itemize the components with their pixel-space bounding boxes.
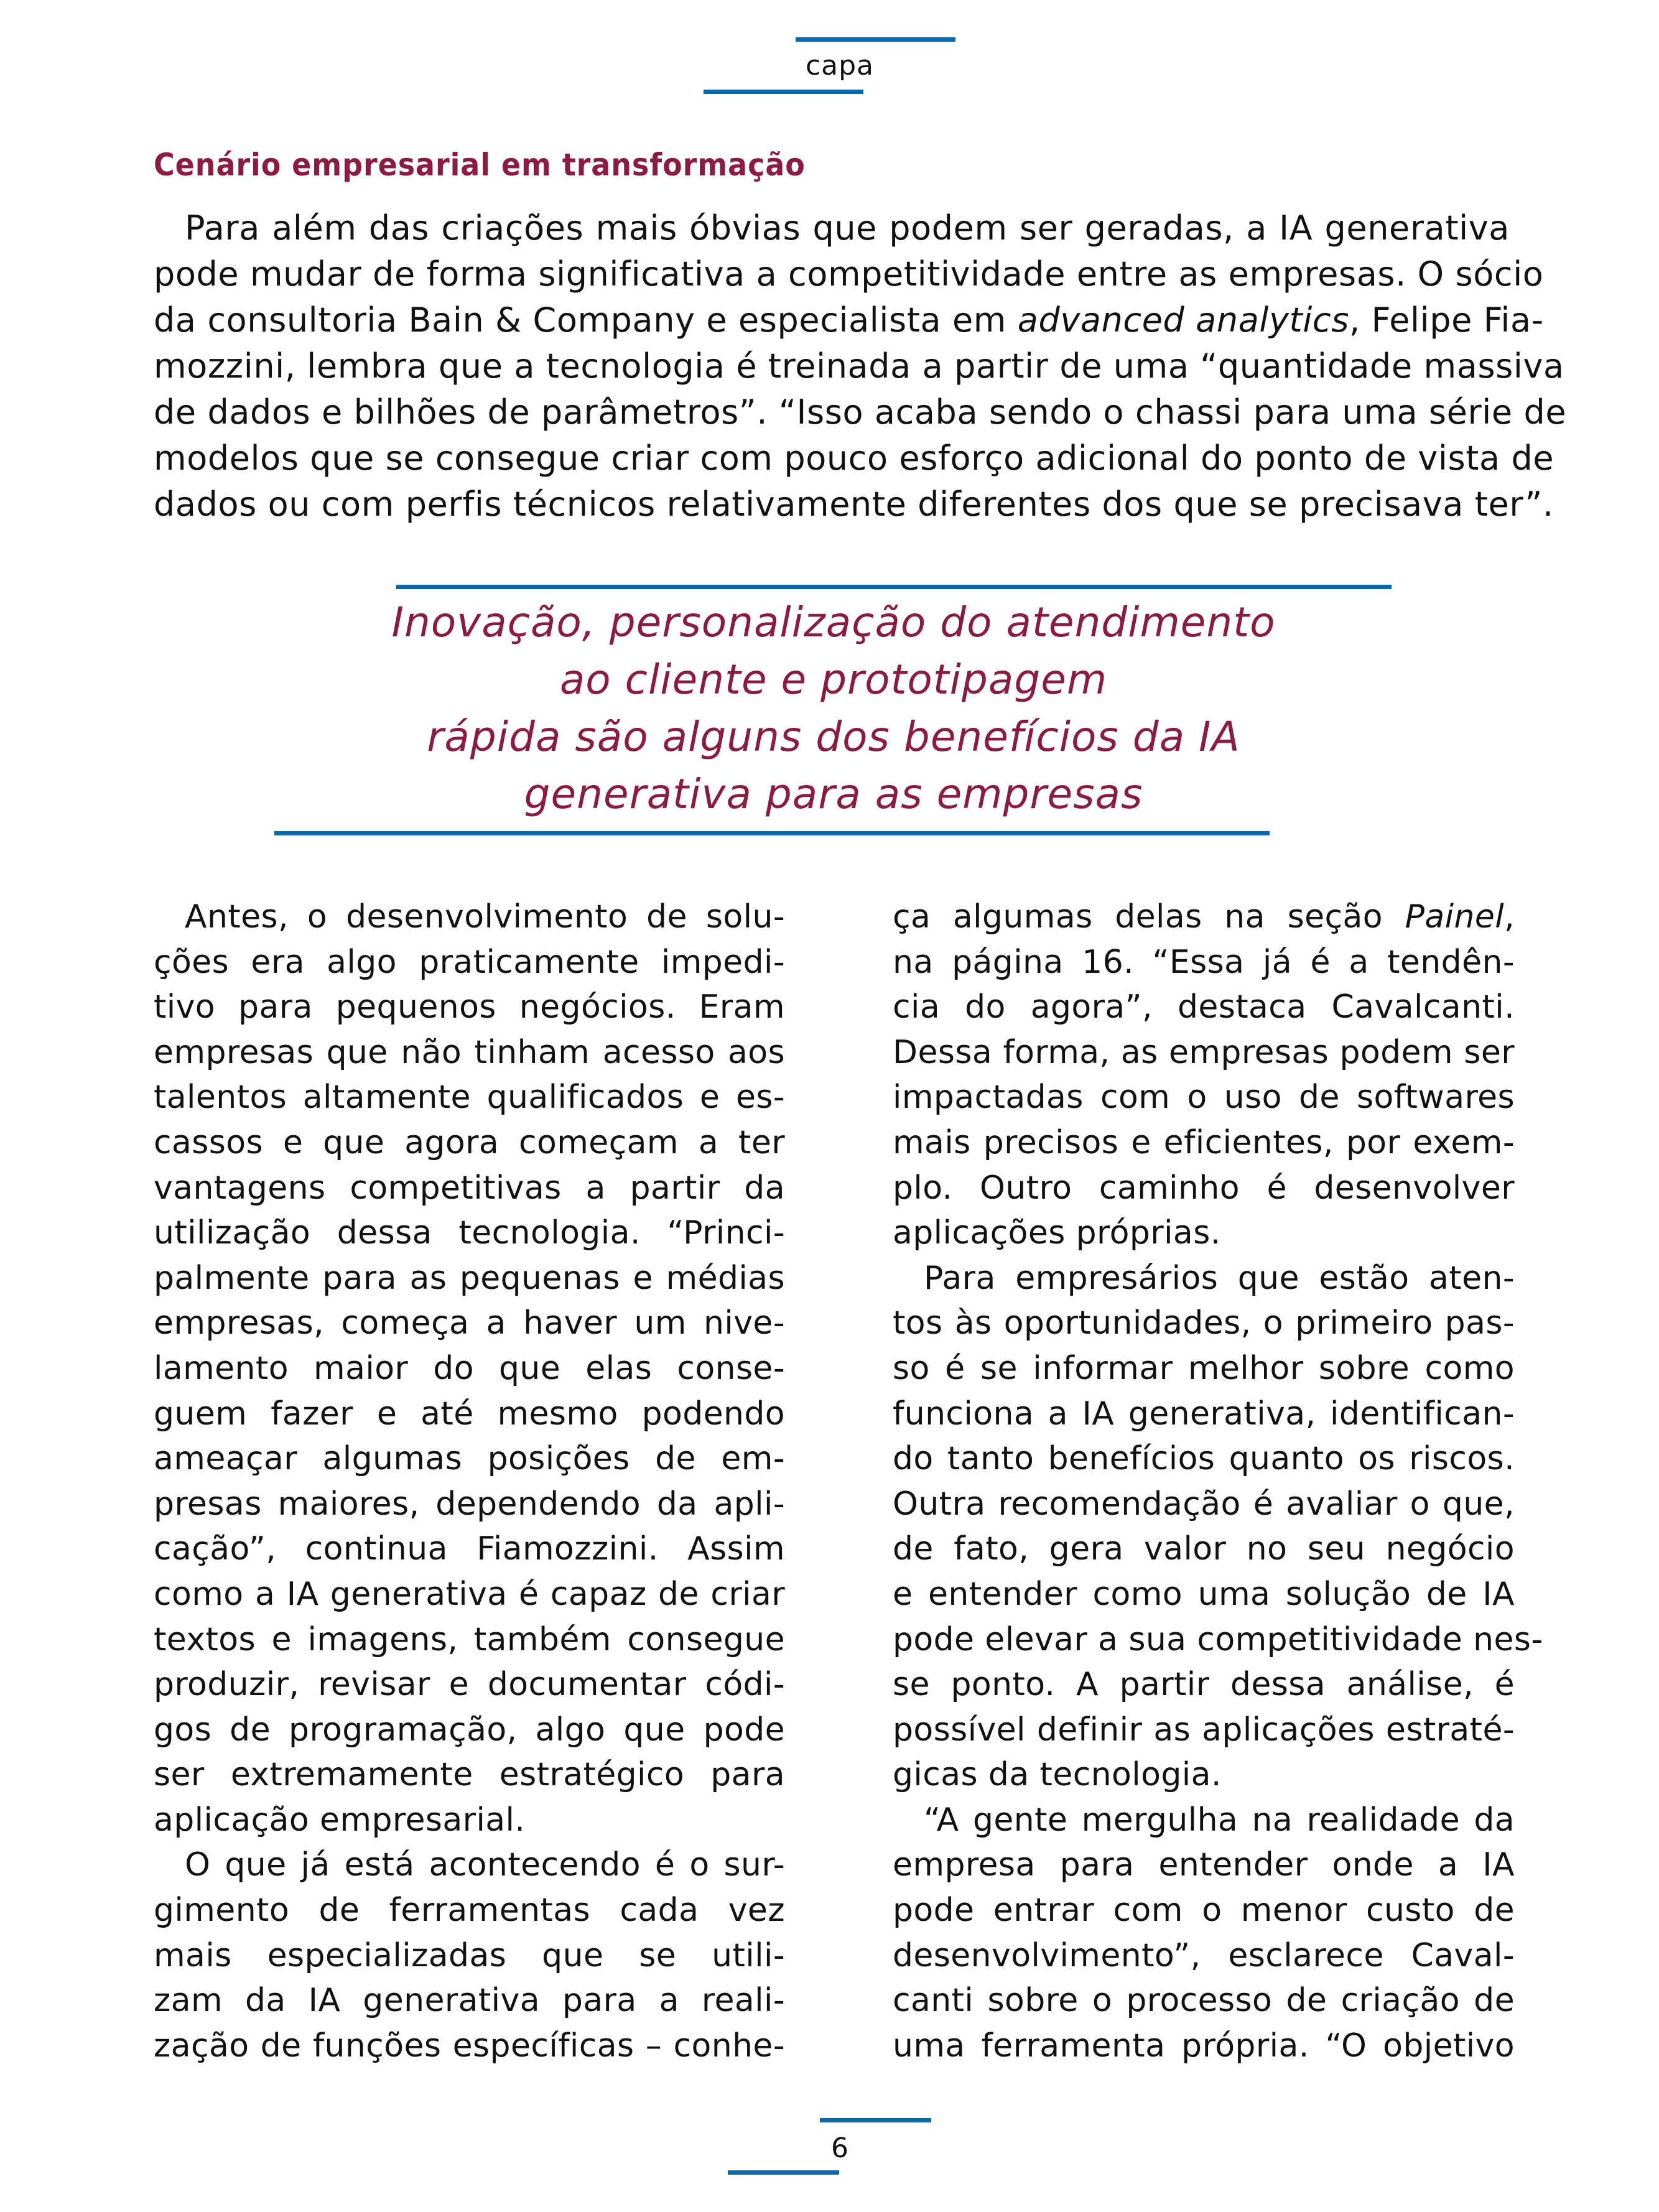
column-line: empresas, começa a haver um nive- <box>154 1304 785 1342</box>
column-line: zação de funções específicas – conhe- <box>154 2027 785 2065</box>
column-line: vantagens competitivas a partir da <box>154 1169 785 1207</box>
column-line: Dessa forma, as empresas podem ser <box>893 1033 1515 1071</box>
intro-line: de dados e bilhões de parâmetros”. “Isso acaba sendo o chassi para uma série de <box>154 393 1567 432</box>
column-line: pode elevar a sua competitividade nes- <box>893 1620 1543 1658</box>
column-line: lamento maior do que elas conse- <box>154 1349 785 1387</box>
column-line: O que já está acontecendo é o sur- <box>185 1846 785 1884</box>
column-line: presas maiores, dependendo da apli- <box>154 1485 785 1523</box>
column-line: se ponto. A partir dessa análise, é <box>893 1666 1515 1704</box>
left-column <box>154 895 785 2068</box>
column-line: zam da IA generativa para a reali- <box>154 1982 785 2020</box>
column-line: Outra recomendação é avaliar o que, <box>893 1485 1515 1523</box>
column-text: ça algumas delas na seção <box>893 898 1405 936</box>
column-line: cia do agora”, destaca Cavalcanti. <box>893 988 1515 1026</box>
footer-rule-top <box>820 2118 931 2122</box>
column-line: produzir, revisar e documentar códi- <box>154 1666 785 1704</box>
column-line: tivo para pequenos negócios. Eram <box>154 988 785 1026</box>
column-line: ser extremamente estratégico para <box>154 1756 785 1794</box>
column-line: e entender como uma solução de IA <box>893 1575 1515 1613</box>
column-line: textos e imagens, também consegue <box>154 1620 785 1658</box>
column-emphasis: Painel <box>1405 898 1505 936</box>
column-line: guem fazer e até mesmo podendo <box>154 1395 785 1433</box>
pullquote-rule-top <box>396 585 1392 589</box>
intro-line: Para além das criações mais óbvias que podem ser geradas, a IA generativa <box>185 208 1510 248</box>
column-line: “A gente mergulha na realidade da <box>924 1801 1515 1839</box>
column-line: plo. Outro caminho é desenvolver <box>893 1169 1515 1207</box>
intro-text: , Felipe Fia- <box>1349 300 1544 340</box>
column-line: aplicações próprias. <box>893 1214 1221 1252</box>
column-line: mais precisos e eficientes, por exem- <box>893 1123 1515 1161</box>
column-line: empresas que não tinham acesso aos <box>154 1033 785 1071</box>
column-line: ameaçar algumas posições de em- <box>154 1440 785 1478</box>
pull-quote-line: rápida são alguns dos benefícios da IA <box>427 713 1240 761</box>
column-line: na página 16. “Essa já é a tendên- <box>893 943 1515 981</box>
page-number: 6 <box>831 2132 848 2164</box>
column-line: canti sobre o processo de criação de <box>893 1982 1515 2020</box>
column-line: empresa para entender onde a IA <box>893 1846 1515 1884</box>
footer-rule-bottom <box>728 2170 839 2175</box>
pull-quote <box>274 594 1393 823</box>
column-line: gos de programação, algo que pode <box>154 1711 785 1749</box>
column-line: do tanto benefícios quanto os riscos. <box>893 1440 1515 1478</box>
column-line: gicas da tecnologia. <box>893 1756 1222 1794</box>
column-line: Para empresários que estão aten- <box>924 1259 1515 1297</box>
column-line <box>893 895 1515 940</box>
column-line: cação”, continua Fiamozzini. Assim <box>154 1530 785 1568</box>
pullquote-rule-bottom <box>274 831 1270 835</box>
column-line: ções era algo praticamente impedi- <box>154 943 785 981</box>
column-line: Antes, o desenvolvimento de solu- <box>185 898 785 936</box>
column-line: funciona a IA generativa, identifican- <box>893 1395 1515 1433</box>
column-line: desenvolvimento”, esclarece Caval- <box>893 1936 1515 1974</box>
pull-quote-line: Inovação, personalização do atendimento <box>391 598 1276 646</box>
section-heading: Cenário empresarial em transformação <box>154 147 806 183</box>
column-line: gimento de ferramentas cada vez <box>154 1892 785 1930</box>
intro-line: mozzini, lembra que a tecnologia é treinada a partir de uma “quantidade massiva <box>154 346 1564 386</box>
right-column <box>893 895 1543 2068</box>
column-line: mais especializadas que se utili- <box>154 1936 785 1974</box>
column-line: de fato, gera valor no seu negócio <box>893 1530 1515 1568</box>
column-line: uma ferramenta própria. “O objetivo <box>893 2027 1515 2065</box>
pull-quote-line: ao cliente e prototipagem <box>559 656 1108 704</box>
column-line: como a IA generativa é capaz de criar <box>154 1575 785 1613</box>
column-line: aplicação empresarial. <box>154 1801 526 1839</box>
header-rule-bottom <box>704 90 863 94</box>
column-line: possível definir as aplicações estraté- <box>893 1711 1515 1749</box>
column-text: , <box>1504 898 1515 936</box>
column-line: so é se informar melhor sobre como <box>893 1349 1515 1387</box>
column-line: impactadas com o uso de softwares <box>893 1079 1515 1117</box>
section-label: capa <box>805 50 875 81</box>
column-line: pode entrar com o menor custo de <box>893 1892 1515 1930</box>
intro-line: dados ou com perfis técnicos relativamente diferentes dos que se precisava ter”. <box>154 485 1554 524</box>
intro-emphasis: advanced analytics <box>1017 300 1349 340</box>
intro-paragraph <box>154 205 1567 527</box>
column-line: tos às oportunidades, o primeiro pas- <box>893 1304 1515 1342</box>
pull-quote-line: generativa para as empresas <box>524 770 1143 818</box>
intro-line <box>154 297 1544 343</box>
column-line: cassos e que agora começam a ter <box>154 1123 785 1161</box>
column-line: talentos altamente qualificados e es- <box>154 1079 785 1117</box>
intro-text: da consultoria Bain & Company e especialista em <box>154 300 1018 340</box>
column-line: palmente para as pequenas e médias <box>154 1259 785 1297</box>
column-line: utilização dessa tecnologia. “Princi- <box>154 1214 785 1252</box>
header-rule-top <box>796 37 955 42</box>
intro-line: pode mudar de forma significativa a competitividade entre as empresas. O sócio <box>154 254 1544 294</box>
intro-line: modelos que se consegue criar com pouco esforço adicional do ponto de vista de <box>154 439 1554 478</box>
